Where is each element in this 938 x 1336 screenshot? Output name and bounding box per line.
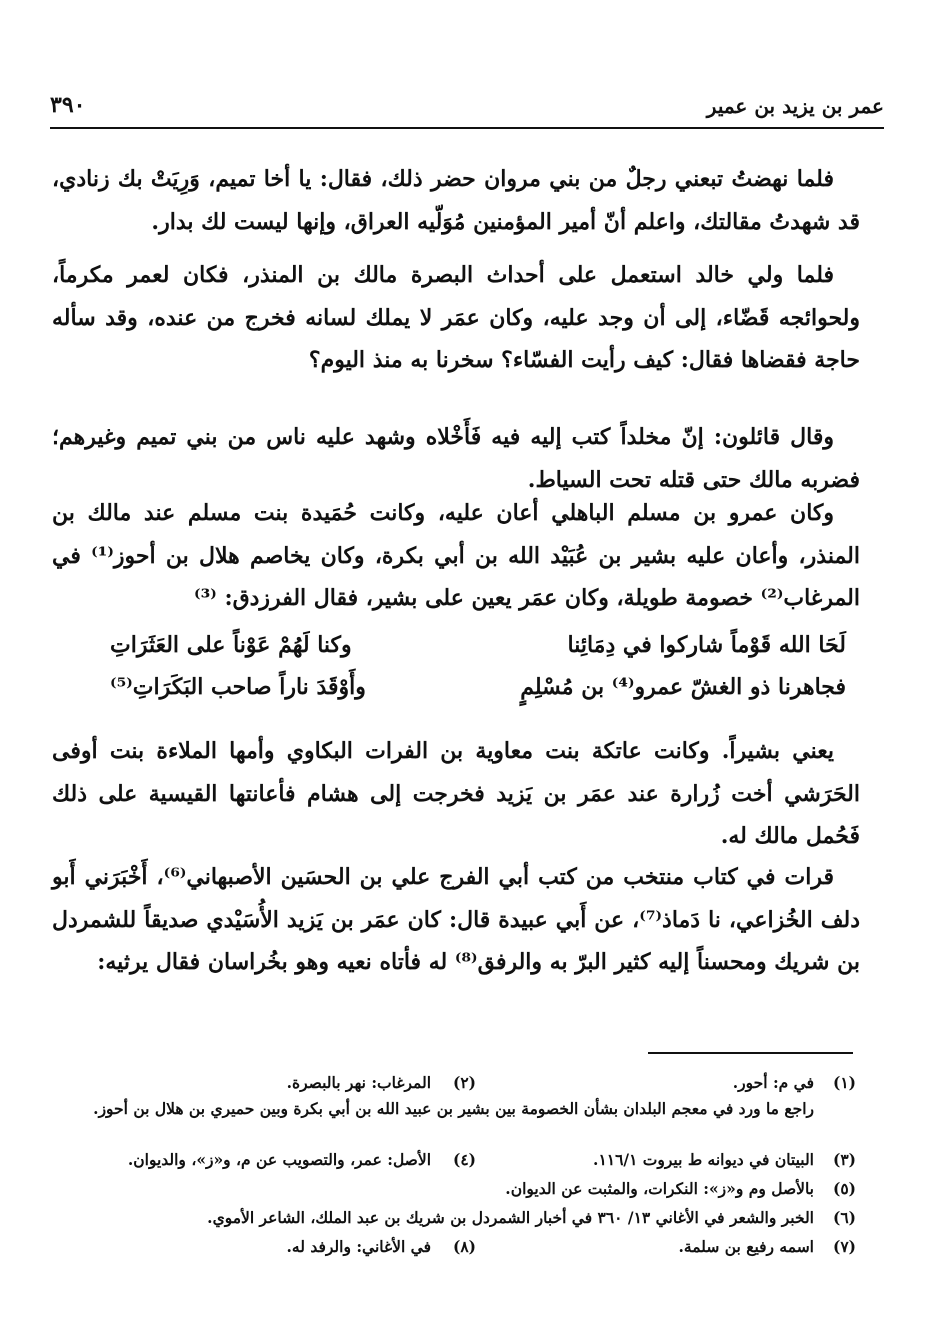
footnote-number: (١) [832,1073,856,1092]
running-title: عمر بن يزيد بن عمير [706,94,884,118]
footnote-line-3 [58,1145,856,1174]
paragraph-6-text: في كتاب منتخب من كتب أبي الفرج علي بن الحسَين الأصبهاني⁽⁶⁾، أَخْبَرَني أَبو دلف الخُزاعي، نا دَماذ⁽⁷⁾، عن أَبي عبيدة قال: كان عمَر بن يَزيد الأُسَيْدي صديقاً للشمردل بن شريك ومحسناً إليه كثير البرّ به والرفق⁽⁸⁾ له فأتاه نعيه وهو بخُراسان فقال يرثيه: [52,864,860,975]
footnote-text: المرغاب: نهر بالبصرة. [286,1073,431,1092]
paragraph-5 [52,730,860,858]
paragraph-4-text: وكان عمرو بن مسلم الباهلي أعان عليه، وكانت حُمَيدة بنت مسلم عند مالك بن المنذر، وأعان عليه بشير بن عُبَيْد الله بن أبي بكرة، وكان يخاصم هلال بن أحوز⁽¹⁾ في المرغاب⁽²⁾ خصومة طويلة، وكان عمَر يعين على بشير، فقال الفرزدق: ⁽³⁾ [52,500,860,611]
verse-2-second-hemistich: وأَوْقَدَ ناراً صاحب البَكَرَاتِ⁽⁵⁾ [110,674,366,700]
footnote-text: البيتان في ديوانه ط بيروت ١١٦/١. [593,1150,814,1169]
running-head [50,92,884,126]
footnote-text: اسمه رفيع بن سلمة. [678,1237,814,1256]
verse-2-first-hemistich: فجاهرنا ذو الغشّ عمرو⁽⁴⁾ بن مُسْلِمٍ [520,674,846,700]
footnote-text: في م: أحور. [732,1073,814,1092]
footnote-number: (٦) [832,1208,856,1227]
footnotes [58,1068,856,1261]
verse-2 [110,674,846,716]
verse-1-first-hemistich: لَحَا الله قَوْماً شاركوا في دِمَائِنا [567,632,846,658]
paragraph-3-text: وقال قائلون: إنّ مخلداً كتب إليه فيه فَأَخْلاه وشهد عليه ناس من بني تميم وغيرهم؛ فضربه مالك حتى قتله تحت السياط. [52,424,860,493]
paragraph-2-text: فلما ولي خالد استعمل على أحداث البصرة مالك بن المنذر، فكان لعمر مكرماً، ولحوائجه قَضّاء، إلى أن وجد عليه، وكان عمَر لا يملك لسانه فخرج من عنده، وقد سأله حاجة فقضاها فقال: كيف رأيت الفسّاء؟ سخرنا به منذ اليوم؟ [52,262,860,373]
footnote-number: (٨) [452,1237,476,1256]
footnote-text: الأصل: عمر، والتصويب عن م، و«ز»، والديوان. [127,1150,431,1169]
footnote-number: (٥) [832,1179,856,1198]
paragraph-1-text: فلما نهضتُ تبعني رجلٌ من بني مروان حضر ذلك، فقال: يا أخا تميم، وَرِيَتْ بك زنادي، قد شهدتُ مقالتك، واعلم أنّ أمير المؤمنين مُوَلّيه العراق، وإنها ليست لك بدار. [52,166,860,235]
verse-1-second-hemistich: وكنا لَهُمْ عَوْناً على العَثَرَاتِ [110,632,352,658]
footnote-line-1 [58,1068,856,1097]
page-number: ٣٩٠ [50,92,86,118]
footnote-text: الخبر والشعر في الأغاني ١٣/ ٣٦٠ في أخبار الشمردل بن شريك بن عبد الملك، الشاعر الأموي. [207,1208,814,1227]
footnote-line-2 [58,1097,856,1145]
verse-1 [110,632,846,674]
paragraph-6 [52,856,860,984]
paragraph-3 [52,416,860,501]
footnote-text: راجع ما ورد في معجم البلدان بشأن الخصومة بين بشير بن عبيد الله بن أبي بكرة وبين حميري بن هلال بن أحوز. [93,1099,814,1118]
footnote-number: (٢) [452,1073,476,1092]
paragraph-1 [52,158,860,243]
footnote-rule [648,1052,853,1054]
footnote-text: بالأصل وم و«ز»: النكرات، والمثبت عن الديوان. [505,1179,814,1198]
paragraph-2 [52,254,860,382]
footnote-line-5 [58,1203,856,1232]
paragraph-5-text: يعني بشيراً. وكانت عاتكة بنت معاوية بن الفرات البكاوي وأمها الملاءة بنت أوفى الحَرَشي أخت زُرارة عند عمَر بن يَزيد فخرجت إلى هشام فأعانتها القيسية على ذلك فَحُمل مالك له. [52,738,860,849]
footnote-number: (٤) [452,1150,476,1169]
footnote-text: في الأغاني: والرفد له. [286,1237,431,1256]
footnote-line-6 [58,1232,856,1261]
paragraph-4 [52,492,860,620]
header-rule [50,127,884,129]
paragraph-6-lead-word: قرات [784,864,835,890]
poem [110,632,846,716]
footnote-line-4 [58,1174,856,1203]
footnote-number: (٧) [832,1237,856,1256]
footnote-number: (٣) [832,1150,856,1169]
